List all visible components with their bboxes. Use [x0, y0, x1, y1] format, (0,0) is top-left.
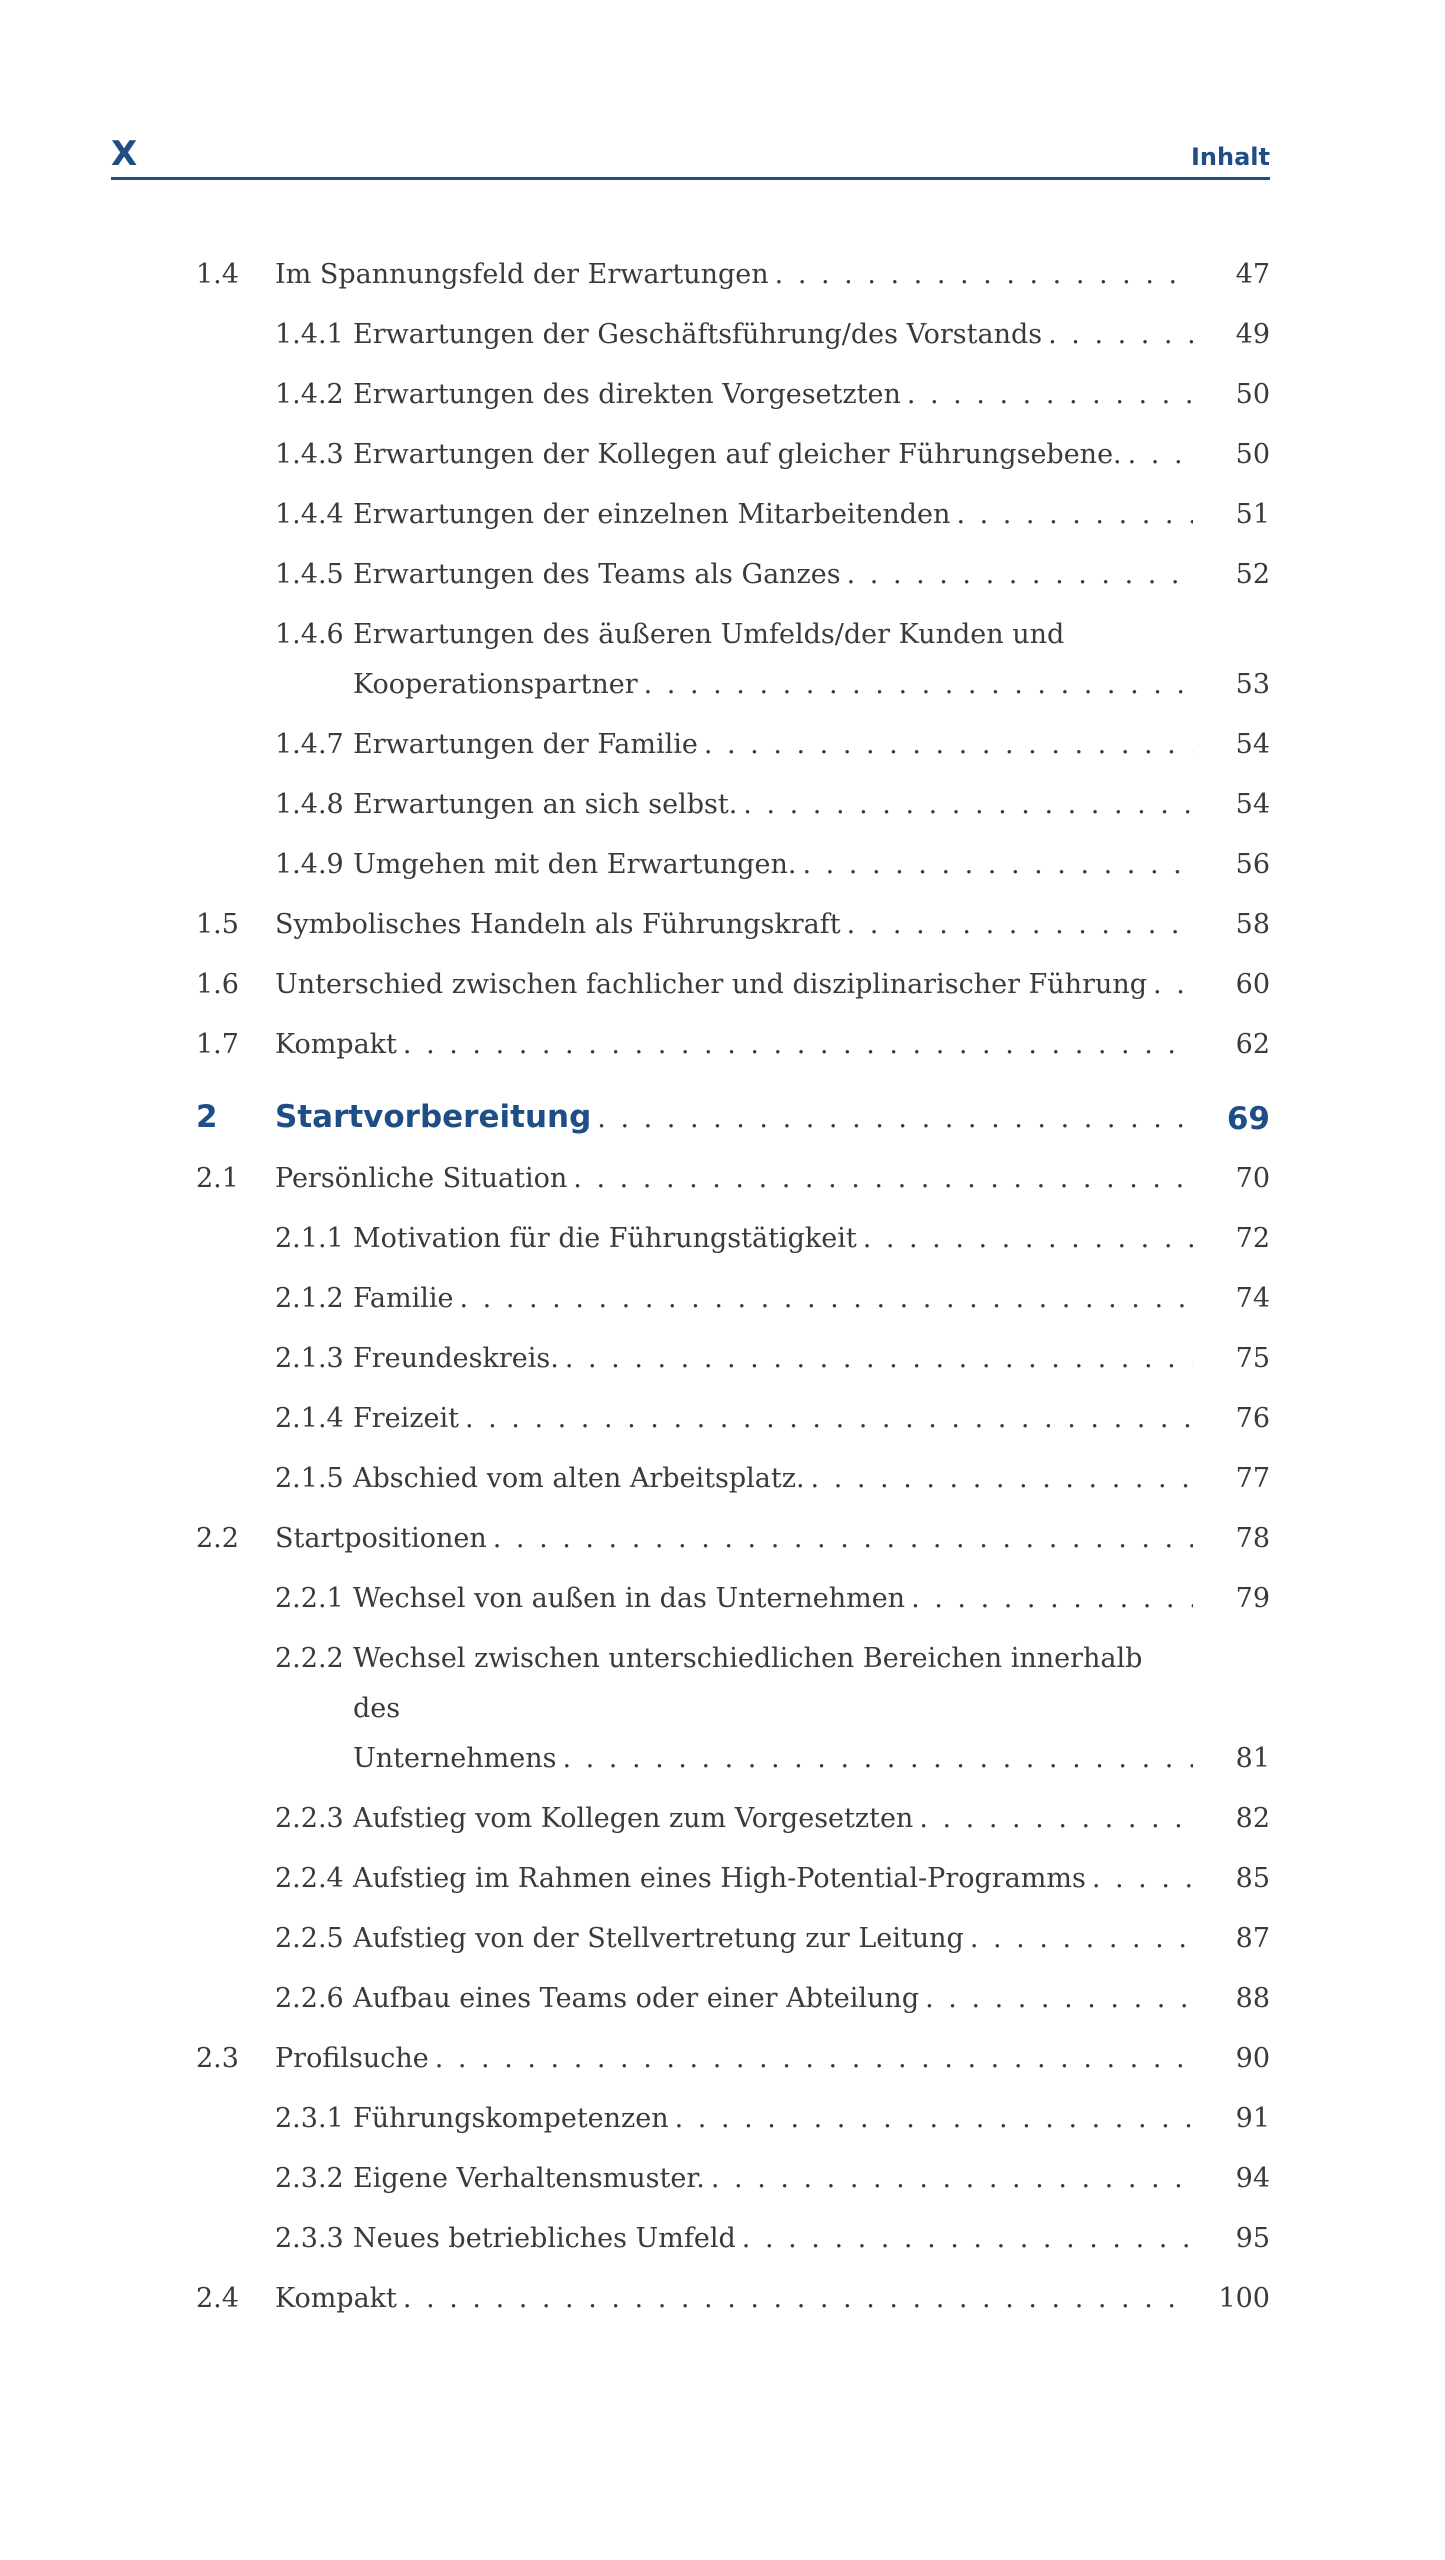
toc-entry[interactable] — [0, 610, 1445, 710]
toc-entry-page: 47 — [1235, 259, 1270, 290]
toc-entry-title-line: Erwartungen an sich selbst. — [353, 789, 738, 820]
toc-entry-page: 75 — [1235, 1343, 1270, 1374]
toc-entry-title-line: Abschied vom alten Arbeitsplatz. — [353, 1463, 805, 1494]
toc-entry-number: 1.6 — [196, 969, 239, 1000]
dot-leader — [1128, 430, 1193, 480]
toc-entry-title — [353, 1574, 1193, 1624]
toc-entry-number: 2.2 — [196, 1523, 239, 1554]
toc-entry[interactable] — [0, 2034, 1445, 2084]
dot-leader — [863, 1214, 1193, 1264]
toc-entry[interactable] — [0, 900, 1445, 950]
dot-leader — [911, 1574, 1193, 1624]
dot-leader — [847, 550, 1193, 600]
toc-entry-title-line: Freizeit — [353, 1403, 459, 1434]
toc-entry-number: 1.4.6 — [275, 619, 344, 650]
toc-entry-title-line: Startpositionen — [275, 1523, 487, 1554]
toc-entry-page: 51 — [1235, 499, 1270, 530]
toc-entry[interactable] — [0, 960, 1445, 1010]
toc-entry-number: 1.5 — [196, 909, 239, 940]
toc-entry-title-line: Erwartungen des Teams als Ganzes — [353, 559, 841, 590]
toc-entry-title — [353, 550, 1193, 600]
dot-leader — [562, 1734, 1193, 1784]
toc-entry-page: 70 — [1235, 1163, 1270, 1194]
toc-entry[interactable] — [0, 1974, 1445, 2024]
dot-leader — [847, 900, 1193, 950]
dot-leader — [925, 1974, 1193, 2024]
toc-entry-title-line: Wechsel zwischen unterschiedlichen Bereichen innerhalb des — [353, 1643, 1143, 1724]
toc-entry-page: 90 — [1235, 2043, 1270, 2074]
toc-entry-number: 2.4 — [196, 2283, 239, 2314]
toc-entry-page: 54 — [1235, 729, 1270, 760]
dot-leader — [565, 1334, 1193, 1384]
toc-entry-title — [353, 780, 1193, 830]
toc-entry-number: 2.2.1 — [275, 1583, 344, 1614]
toc-entry-page: 52 — [1235, 559, 1270, 590]
toc-entry[interactable] — [0, 490, 1445, 540]
dot-leader — [1092, 1854, 1193, 1904]
toc-entry-title — [353, 1794, 1193, 1844]
toc-entry-page: 95 — [1235, 2223, 1270, 2254]
toc-entry-number: 1.4.5 — [275, 559, 344, 590]
toc-entry-title — [353, 1334, 1193, 1384]
toc-entry-title-line: Aufstieg von der Stellvertretung zur Leitung — [353, 1923, 964, 1954]
dot-leader — [743, 780, 1193, 830]
dot-leader — [775, 250, 1193, 300]
dot-leader — [597, 1094, 1193, 1144]
dot-leader — [460, 1274, 1194, 1324]
toc-entry-number: 1.4.8 — [275, 789, 344, 820]
toc-entry-title — [275, 2274, 1193, 2324]
toc-entry-title-line: Aufstieg im Rahmen eines High-Potential-Programms — [353, 1863, 1086, 1894]
toc-entry-title-line: Aufbau eines Teams oder einer Abteilung — [353, 1983, 920, 2014]
toc-entry-page: 72 — [1235, 1223, 1270, 1254]
toc-entry[interactable] — [0, 1334, 1445, 1384]
toc-entry[interactable] — [0, 780, 1445, 830]
toc-entry-number: 2.1.4 — [275, 1403, 344, 1434]
toc-entry[interactable] — [0, 1274, 1445, 1324]
toc-entry-page: 50 — [1235, 439, 1270, 470]
running-head: Inhalt — [1191, 143, 1270, 171]
toc-entry-number: 1.7 — [196, 1029, 239, 1060]
toc-entry[interactable] — [0, 2214, 1445, 2264]
toc-entry-number: 2.2.6 — [275, 1983, 344, 2014]
dot-leader — [644, 660, 1193, 710]
toc-entry-title-line: Erwartungen der Kollegen auf gleicher Führungsebene. — [353, 439, 1122, 470]
toc-entry-title — [353, 1974, 1193, 2024]
toc-entry[interactable] — [0, 1634, 1445, 1784]
toc-entry-number: 2.1.2 — [275, 1283, 344, 1314]
toc-entry-title — [353, 430, 1193, 480]
toc-entry[interactable] — [0, 1794, 1445, 1844]
toc-entry-number: 2.1.3 — [275, 1343, 344, 1374]
toc-entry-title-line: Erwartungen der einzelnen Mitarbeitenden — [353, 499, 951, 530]
toc-entry-number: 1.4.7 — [275, 729, 344, 760]
toc-entry[interactable] — [0, 1394, 1445, 1444]
toc-entry-page: 77 — [1235, 1463, 1270, 1494]
dot-leader — [493, 1514, 1193, 1564]
toc-entry-title-line: Erwartungen des äußeren Umfelds/der Kunden und — [353, 619, 1065, 650]
toc-entry-title — [353, 840, 1193, 890]
toc-entry[interactable] — [0, 1020, 1445, 1070]
toc-chapter-entry[interactable] — [0, 1092, 1445, 1144]
toc-entry-page: 85 — [1235, 1863, 1270, 1894]
toc-entry-title — [353, 2094, 1193, 2144]
dot-leader — [907, 370, 1193, 420]
toc-entry[interactable] — [0, 250, 1445, 300]
dot-leader — [711, 2154, 1193, 2204]
toc-entry-title — [353, 1854, 1193, 1904]
toc-entry[interactable] — [0, 430, 1445, 480]
dot-leader — [403, 1020, 1193, 1070]
toc-entry-title-line: Wechsel von außen in das Unternehmen — [353, 1583, 906, 1614]
toc-entry-title — [353, 370, 1193, 420]
toc-entry-number: 1.4.3 — [275, 439, 344, 470]
toc-entry-title — [275, 900, 1193, 950]
dot-leader — [919, 1794, 1193, 1844]
toc-entry-number: 2.2.5 — [275, 1923, 344, 1954]
toc-entry-page: 81 — [1235, 1743, 1270, 1774]
toc-entry-title — [275, 960, 1193, 1010]
dot-leader — [435, 2034, 1193, 2084]
toc-entry-page: 62 — [1235, 1029, 1270, 1060]
dot-leader — [742, 2214, 1193, 2264]
toc-entry-title — [353, 720, 1193, 770]
toc-entry-title-line: Führungskompetenzen — [353, 2103, 669, 2134]
toc-entry-title-line: Freundeskreis. — [353, 1343, 559, 1374]
toc-entry-page: 100 — [1218, 2283, 1270, 2314]
toc-entry-title-line: Motivation für die Führungstätigkeit — [353, 1223, 857, 1254]
dot-leader — [956, 490, 1193, 540]
toc-entry-page: 56 — [1235, 849, 1270, 880]
toc-entry[interactable] — [0, 2274, 1445, 2324]
toc-entry-page: 58 — [1235, 909, 1270, 940]
toc-entry-number: 2 — [196, 1099, 218, 1135]
dot-leader — [573, 1154, 1193, 1204]
toc-entry[interactable] — [0, 2154, 1445, 2204]
toc-entry-title — [275, 1154, 1193, 1204]
toc-entry-title — [275, 2034, 1193, 2084]
toc-entry-number: 1.4.4 — [275, 499, 344, 530]
toc-entry-page: 53 — [1235, 669, 1270, 700]
toc-entry-number: 2.1.5 — [275, 1463, 344, 1494]
toc-entry[interactable] — [0, 1214, 1445, 1264]
toc-entry[interactable] — [0, 840, 1445, 890]
toc-entry-title — [353, 1634, 1193, 1784]
toc-entry-page: 69 — [1226, 1101, 1270, 1137]
toc-entry[interactable] — [0, 1854, 1445, 1904]
toc-entry-title-line: Neues betriebliches Umfeld — [353, 2223, 736, 2254]
toc-entry-page: 87 — [1235, 1923, 1270, 1954]
toc-entry-title — [275, 1020, 1193, 1070]
toc-entry-title-line: Erwartungen des direkten Vorgesetzten — [353, 379, 901, 410]
toc-entry-page: 49 — [1235, 319, 1270, 350]
toc-entry[interactable] — [0, 370, 1445, 420]
toc-entry-title-line: Im Spannungsfeld der Erwartungen — [275, 259, 769, 290]
toc-entry[interactable] — [0, 2094, 1445, 2144]
toc-entry[interactable] — [0, 550, 1445, 600]
toc-entry-page: 91 — [1235, 2103, 1270, 2134]
toc-entry-title-line: Erwartungen der Familie — [353, 729, 698, 760]
dot-leader — [465, 1394, 1193, 1444]
toc-entry-title — [353, 2214, 1193, 2264]
toc-entry-title — [353, 490, 1193, 540]
toc-entry-number: 2.2.3 — [275, 1803, 344, 1834]
toc-entry-title — [353, 2154, 1193, 2204]
dot-leader — [704, 720, 1193, 770]
toc-entry-title — [275, 1514, 1193, 1564]
toc-entry-number: 2.2.4 — [275, 1863, 344, 1894]
toc-entry-title — [275, 250, 1193, 300]
toc-entry[interactable] — [0, 720, 1445, 770]
toc-entry-title-line: Kompakt — [275, 2283, 397, 2314]
toc-entry-title — [353, 310, 1193, 360]
toc-entry-title-line: Eigene Verhaltensmuster. — [353, 2163, 705, 2194]
toc-entry-title — [353, 1914, 1193, 1964]
dot-leader — [1048, 310, 1193, 360]
toc-entry-page: 60 — [1235, 969, 1270, 1000]
toc-entry-page: 78 — [1235, 1523, 1270, 1554]
toc-entry[interactable] — [0, 1514, 1445, 1564]
page-number: X — [111, 134, 138, 174]
toc-entry-number: 1.4.9 — [275, 849, 344, 880]
toc-entry-title — [353, 1214, 1193, 1264]
toc-entry-number: 2.3 — [196, 2043, 239, 2074]
dot-leader — [1153, 960, 1193, 1010]
toc-entry-page: 76 — [1235, 1403, 1270, 1434]
toc-entry[interactable] — [0, 1574, 1445, 1624]
toc-entry-page: 54 — [1235, 789, 1270, 820]
toc-entry-number: 1.4.1 — [275, 319, 344, 350]
toc-entry-title — [275, 1092, 1193, 1144]
toc-entry-title-line: Aufstieg vom Kollegen zum Vorgesetzten — [353, 1803, 914, 1834]
toc-entry-number: 2.1.1 — [275, 1223, 344, 1254]
dot-leader — [970, 1914, 1193, 1964]
toc-entry-title — [353, 1394, 1193, 1444]
toc-entry-title-line: Startvorbereitung — [275, 1099, 592, 1135]
toc-entry-title — [353, 1454, 1193, 1504]
toc-entry-title-line: Familie — [353, 1283, 454, 1314]
dot-leader — [802, 840, 1193, 890]
toc-entry-title-line: Kooperationspartner — [353, 669, 638, 700]
toc-entry-title-line: Profilsuche — [275, 2043, 429, 2074]
toc-entry-page: 50 — [1235, 379, 1270, 410]
toc-entry-number: 1.4.2 — [275, 379, 344, 410]
toc-entry-page: 79 — [1235, 1583, 1270, 1614]
toc-entry-number: 2.1 — [196, 1163, 239, 1194]
toc-entry-page: 74 — [1235, 1283, 1270, 1314]
dot-leader — [675, 2094, 1193, 2144]
toc-entry[interactable] — [0, 1454, 1445, 1504]
toc-entry-title-line: Umgehen mit den Erwartungen. — [353, 849, 797, 880]
toc-entry-number: 1.4 — [196, 259, 239, 290]
toc-entry-number: 2.2.2 — [275, 1643, 344, 1674]
toc-entry-number: 2.3.3 — [275, 2223, 344, 2254]
toc-entry-title-line: Persönliche Situation — [275, 1163, 568, 1194]
toc-entry-title-line: Erwartungen der Geschäftsführung/des Vorstands — [353, 319, 1043, 350]
toc-entry-number: 2.3.2 — [275, 2163, 344, 2194]
dot-leader — [811, 1454, 1193, 1504]
page-header — [111, 128, 1270, 180]
toc-entry[interactable] — [0, 1154, 1445, 1204]
toc-entry-page: 82 — [1235, 1803, 1270, 1834]
toc-entry-title — [353, 610, 1193, 710]
toc-entry-title-line: Symbolisches Handeln als Führungskraft — [275, 909, 841, 940]
toc-entry-number: 2.3.1 — [275, 2103, 344, 2134]
toc-entry-title-line: Kompakt — [275, 1029, 397, 1060]
toc-entry-page: 94 — [1235, 2163, 1270, 2194]
dot-leader — [403, 2274, 1193, 2324]
table-of-contents — [0, 250, 1445, 2334]
toc-entry-title-line: Unterschied zwischen fachlicher und disziplinarischer Führung — [275, 969, 1148, 1000]
toc-entry-page: 88 — [1235, 1983, 1270, 2014]
toc-entry-title-line: Unternehmens — [353, 1743, 557, 1774]
toc-entry[interactable] — [0, 1914, 1445, 1964]
toc-entry[interactable] — [0, 310, 1445, 360]
toc-entry-title — [353, 1274, 1193, 1324]
